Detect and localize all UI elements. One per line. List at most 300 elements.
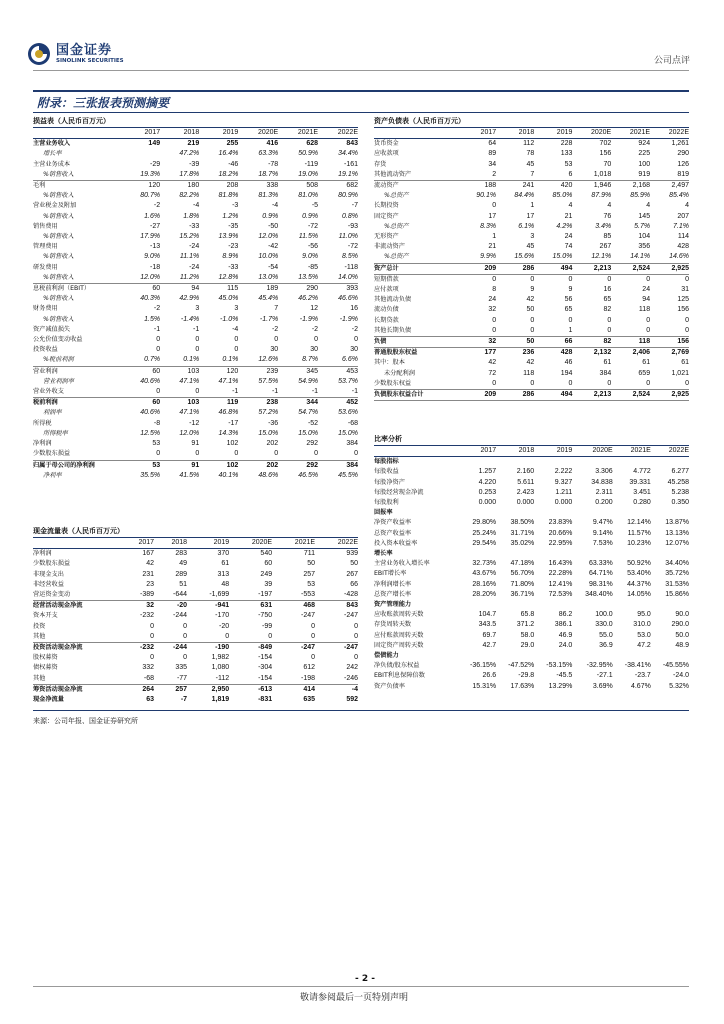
value-cell: 56 <box>564 296 573 304</box>
value-cell: 10.0% <box>258 253 279 261</box>
value-cell: -5 <box>311 202 319 210</box>
value-cell: 659 <box>638 369 651 377</box>
value-cell: 53.6% <box>338 409 358 417</box>
value-cell: 0 <box>607 316 612 324</box>
year-header-cell: 2021E <box>278 128 318 139</box>
value-cell: -20 <box>219 622 230 630</box>
value-cell: 80.9% <box>338 192 358 200</box>
value-cell: 0.000 <box>516 499 535 507</box>
value-cell: 47.18% <box>510 560 535 568</box>
row-label: 毛利 <box>33 182 46 190</box>
value-cell: 0 <box>492 316 497 324</box>
table-row <box>374 671 689 681</box>
value-cell: 0.200 <box>595 499 613 507</box>
value-cell: 0 <box>156 346 161 354</box>
value-cell: 40.6% <box>140 409 161 417</box>
table-row <box>33 439 358 449</box>
year-header-cell: 2019 <box>534 128 572 139</box>
row-label: 销售费用 <box>33 222 58 230</box>
row-label: 息税前利润（EBIT） <box>33 285 91 293</box>
value-cell: 0.7% <box>121 355 160 366</box>
value-cell: -33 <box>228 263 239 271</box>
value-cell: -1.0% <box>220 315 239 323</box>
value-cell: 82 <box>603 306 612 314</box>
table-row <box>33 590 358 601</box>
value-cell: 64.71% <box>588 570 613 578</box>
row-label: EBIT增长率 <box>374 570 407 578</box>
value-cell: 12.6% <box>238 355 278 366</box>
ratio-analysis-panel <box>374 434 689 692</box>
table-row <box>33 643 358 654</box>
value-cell: -78 <box>268 160 279 168</box>
value-cell: 115 <box>227 285 239 293</box>
table-row <box>33 304 358 314</box>
row-label: 其他流动负债 <box>374 296 412 304</box>
year-header-cell: 2017 <box>458 446 496 457</box>
value-cell: 55.0 <box>599 631 613 639</box>
value-cell: 9.47% <box>592 519 613 527</box>
header-blank-cell <box>33 128 121 139</box>
value-cell: 12.1% <box>572 252 611 263</box>
row-label: 投资收益 <box>33 346 58 354</box>
value-cell: -2 <box>153 305 161 313</box>
value-cell: 46 <box>564 359 573 367</box>
year-header-cell: 2018 <box>496 446 534 457</box>
value-cell: 45.0% <box>218 295 239 303</box>
value-cell: 85.4% <box>669 192 689 200</box>
value-cell: 1 <box>492 233 497 241</box>
value-cell: 57.2% <box>258 409 279 417</box>
value-cell: 69.7 <box>482 631 497 639</box>
page-header <box>0 0 724 78</box>
value-cell: 283 <box>175 550 188 558</box>
table-row <box>374 559 689 569</box>
value-cell: 180 <box>187 182 200 190</box>
value-cell: -197 <box>229 590 272 601</box>
value-cell: 286 <box>496 263 534 274</box>
value-cell: -45.5 <box>556 672 573 680</box>
value-cell: 345 <box>306 367 319 375</box>
value-cell: 6 <box>534 170 572 181</box>
value-cell: 0 <box>234 346 239 354</box>
table-row <box>33 611 358 621</box>
value-cell: 1,261 <box>671 140 689 148</box>
value-cell: -45.55% <box>662 662 689 670</box>
table-row <box>33 212 358 222</box>
value-cell: -198 <box>272 674 315 685</box>
row-label: 资产减值损失 <box>33 325 71 333</box>
row-label: EBIT利息保障倍数 <box>374 672 425 680</box>
value-cell: 2.160 <box>516 468 535 476</box>
value-cell: 34.4% <box>338 150 358 158</box>
value-cell: -118 <box>344 263 358 271</box>
table-row <box>33 325 358 335</box>
row-label: 非现金支出 <box>33 570 64 578</box>
value-cell: 4.2% <box>556 222 573 230</box>
value-cell: 104 <box>638 233 651 241</box>
value-cell: 9 <box>568 286 573 294</box>
value-cell: 60 <box>264 560 273 568</box>
value-cell: 47.1% <box>218 377 239 385</box>
value-cell: 118 <box>523 369 535 377</box>
value-cell: -36 <box>268 419 279 427</box>
row-label: 其他 <box>33 674 121 685</box>
value-cell: 30 <box>350 346 358 354</box>
row-label: 普通股股东权益 <box>374 349 418 357</box>
value-cell: 631 <box>260 602 273 610</box>
row-label: 非经营收益 <box>33 580 64 588</box>
table-row <box>374 569 689 579</box>
value-cell: 635 <box>303 696 316 704</box>
value-cell: 330.0 <box>595 621 613 629</box>
value-cell: -1.9% <box>339 315 358 323</box>
value-cell: 60 <box>152 285 161 293</box>
table-row <box>33 232 358 242</box>
value-cell: -93 <box>347 222 358 230</box>
value-cell: 289 <box>175 570 188 578</box>
value-cell: 0 <box>568 316 573 324</box>
value-cell: 26.6 <box>482 672 497 680</box>
value-cell: 0 <box>685 275 689 283</box>
value-cell: 53 <box>152 461 161 469</box>
row-label: 主营业务收入 <box>33 140 71 148</box>
value-cell: 4 <box>646 202 651 210</box>
value-cell: 0.000 <box>478 499 497 507</box>
row-label: %销售收入 <box>43 253 74 261</box>
value-cell: 30 <box>270 346 279 354</box>
value-cell: -23.7 <box>634 672 651 680</box>
table-row <box>374 222 689 232</box>
value-cell: 0.1% <box>199 355 238 366</box>
value-cell: -99 <box>261 622 273 630</box>
value-cell: 149 <box>148 140 161 148</box>
cashflow-statement-table <box>33 538 358 705</box>
value-cell: 267 <box>599 243 612 251</box>
value-cell: 14.0% <box>318 273 358 284</box>
income-statement-panel <box>33 116 358 481</box>
section-title-bar <box>33 90 689 113</box>
value-cell: 81.3% <box>258 192 279 200</box>
value-cell: 42 <box>526 296 535 304</box>
table-row <box>374 348 689 359</box>
row-label: 每股净资产 <box>374 478 405 486</box>
value-cell: 53 <box>564 160 573 168</box>
year-header-cell: 2022E <box>650 128 689 139</box>
value-cell: 612 <box>303 664 316 672</box>
value-cell: 9.9% <box>458 252 496 263</box>
value-cell: 32 <box>458 337 496 348</box>
year-header-cell: 2022E <box>315 538 358 549</box>
value-cell: 1,080 <box>211 664 230 672</box>
table-row <box>33 355 358 366</box>
value-cell: 1,021 <box>671 369 689 377</box>
row-label: 投资活动现金净流 <box>33 644 83 652</box>
value-cell: 2,925 <box>650 390 689 401</box>
cashflow-statement-title: 现金流量表（人民币百万元） <box>33 526 358 538</box>
value-cell: 468 <box>303 602 316 610</box>
value-cell: 0 <box>156 336 161 344</box>
value-cell: 249 <box>260 570 273 578</box>
value-cell: 103 <box>187 367 200 375</box>
value-cell: 91 <box>191 440 200 448</box>
table-row <box>33 335 358 345</box>
value-cell: 82 <box>572 337 611 348</box>
table-row <box>33 315 358 325</box>
table-row <box>374 631 689 641</box>
value-cell: 45.4% <box>258 295 279 303</box>
table-row <box>33 181 358 192</box>
value-cell: 36.71% <box>510 590 535 598</box>
value-cell: 53.40% <box>627 570 651 578</box>
value-cell: 15.31% <box>472 682 497 690</box>
value-cell: 2,524 <box>611 263 650 274</box>
row-label: 每股收益 <box>374 468 399 476</box>
value-cell: 23 <box>146 580 155 588</box>
value-cell: 239 <box>266 367 279 375</box>
table-row <box>33 345 358 355</box>
table-row <box>33 460 358 471</box>
value-cell: 1.211 <box>555 488 573 496</box>
table-row <box>374 232 689 242</box>
value-cell: 60 <box>152 399 161 407</box>
value-cell: 4 <box>607 202 612 210</box>
value-cell: -13 <box>149 243 161 251</box>
value-cell: 0 <box>496 379 534 390</box>
row-label: 股权募资 <box>33 654 58 662</box>
value-cell: 4 <box>685 202 689 210</box>
row-label: 现金净流量 <box>33 696 64 704</box>
value-cell: 47.2 <box>637 641 651 649</box>
value-cell: 40.3% <box>140 295 161 303</box>
value-cell: 85.9% <box>630 192 651 200</box>
value-cell: 0 <box>318 449 358 460</box>
ratio-section-row <box>374 457 689 468</box>
value-cell: 54.9% <box>298 377 319 385</box>
row-label: 净利润增长率 <box>374 580 412 588</box>
value-cell: 36.9 <box>599 641 613 649</box>
row-label: 其他 <box>33 632 121 643</box>
value-cell: 74 <box>564 243 573 251</box>
value-cell: 0 <box>154 632 187 643</box>
value-cell: 202 <box>266 461 279 469</box>
row-label: 所得税 <box>33 419 52 427</box>
value-cell: 19.3% <box>121 170 160 181</box>
ratio-section-label: 每股指标 <box>374 458 399 466</box>
table-row <box>374 201 689 211</box>
logo-icon <box>27 42 51 66</box>
value-cell: 81.0% <box>298 192 319 200</box>
value-cell: 16.43% <box>548 560 573 568</box>
table-row <box>374 379 689 390</box>
value-cell: -1 <box>238 387 278 398</box>
year-header-cell: 2019 <box>187 538 229 549</box>
table-row <box>33 377 358 387</box>
ratio-section-row <box>374 651 689 661</box>
value-cell: -27.1 <box>596 672 613 680</box>
value-cell: 21 <box>488 243 497 251</box>
table-row <box>374 478 689 488</box>
row-label: 归属于母公司的净利润 <box>33 461 95 469</box>
value-cell: 61 <box>642 359 651 367</box>
value-cell: 0 <box>646 275 651 283</box>
value-cell: -12 <box>189 419 200 427</box>
value-cell: 2,213 <box>572 263 611 274</box>
row-label: 其他流动资产 <box>374 170 458 181</box>
year-header-cell: 2021E <box>611 128 650 139</box>
value-cell: 5.7% <box>634 222 651 230</box>
value-cell: 0 <box>458 379 496 390</box>
source-note: 来源：公司年报、国金证券研究所 <box>33 717 138 725</box>
value-cell: 35.5% <box>140 471 161 479</box>
row-label: 短期借款 <box>374 275 399 283</box>
value-cell: 0 <box>278 449 318 460</box>
value-cell: 8 <box>492 286 497 294</box>
value-cell: 53 <box>307 580 316 588</box>
value-cell: 42.9% <box>179 295 200 303</box>
value-cell: 414 <box>303 685 316 693</box>
value-cell: -85 <box>307 263 319 271</box>
value-cell: 2,168 <box>632 182 651 190</box>
table-row <box>33 160 358 170</box>
table-row <box>374 358 689 368</box>
value-cell: 4.772 <box>633 468 651 476</box>
value-cell: 0 <box>611 326 650 337</box>
value-cell: 310.0 <box>633 621 651 629</box>
value-cell: 61 <box>603 359 612 367</box>
value-cell: -29.8 <box>518 672 535 680</box>
value-cell: 65.8 <box>520 611 535 619</box>
value-cell: 31.71% <box>510 529 535 537</box>
value-cell: 0.253 <box>478 488 497 496</box>
value-cell: -1.4% <box>180 315 200 323</box>
value-cell: 11.1% <box>179 253 200 261</box>
value-cell: 112 <box>523 140 535 148</box>
value-cell: -47.52% <box>508 662 535 670</box>
value-cell: 94 <box>642 296 651 304</box>
row-label: 研发费用 <box>33 263 58 271</box>
value-cell: 264 <box>142 685 155 693</box>
year-header-cell: 2020E <box>238 128 278 139</box>
value-cell: 0 <box>195 336 200 344</box>
value-cell: -246 <box>315 674 358 685</box>
value-cell: 0 <box>160 449 199 460</box>
value-cell: 50 <box>307 560 316 568</box>
value-cell: -18 <box>149 263 161 271</box>
table-row <box>33 684 358 695</box>
row-label: 负债股东权益合计 <box>374 390 458 401</box>
value-cell: 4.67% <box>630 682 651 690</box>
value-cell: 1.2% <box>222 212 239 220</box>
table-row <box>374 326 689 337</box>
footer-divider <box>33 986 689 987</box>
value-cell: 0 <box>160 387 199 398</box>
value-cell: -941 <box>215 602 230 610</box>
value-cell: 4.220 <box>478 478 497 486</box>
value-cell: -750 <box>258 612 273 620</box>
value-cell: 12.5% <box>140 429 161 437</box>
row-label: 净利润 <box>33 440 52 448</box>
page-number: - 2 - <box>355 974 375 984</box>
value-cell: 2,925 <box>650 263 689 274</box>
value-cell: 8.9% <box>222 253 239 261</box>
row-label: %销售收入 <box>43 315 74 323</box>
value-cell: 0 <box>650 379 689 390</box>
row-label: 净负债/股东权益 <box>374 662 420 670</box>
value-cell: 125 <box>677 296 689 304</box>
value-cell: 0 <box>183 654 188 662</box>
value-cell: 63.3% <box>258 150 279 158</box>
value-cell: 508 <box>306 182 319 190</box>
value-cell: 47.1% <box>179 409 200 417</box>
value-cell: 209 <box>458 263 496 274</box>
value-cell: 21 <box>564 212 573 220</box>
ratio-analysis-title: 比率分析 <box>374 434 689 446</box>
year-header-cell: 2017 <box>121 538 154 549</box>
row-label: 非流动资产 <box>374 243 405 251</box>
value-cell: -1,699 <box>187 590 229 601</box>
value-cell: 0 <box>121 632 154 643</box>
table-row <box>374 518 689 528</box>
value-cell: 114 <box>677 233 689 241</box>
value-cell: 0 <box>234 336 239 344</box>
value-cell: 2.423 <box>516 488 535 496</box>
table-row <box>374 160 689 170</box>
value-cell: 2,497 <box>671 182 689 190</box>
table-header-row <box>374 128 689 139</box>
value-cell: -119 <box>304 160 319 168</box>
value-cell: 1.5% <box>144 315 161 323</box>
value-cell: 50.0 <box>675 631 689 639</box>
value-cell: 6.1% <box>518 222 535 230</box>
logo-text-en: SINOLINK SECURITIES <box>56 57 124 64</box>
row-label: 少数股东损益 <box>33 560 71 568</box>
value-cell: 255 <box>226 140 239 148</box>
value-cell: -50 <box>268 222 279 230</box>
value-cell: 118 <box>611 337 650 348</box>
value-cell: 9.14% <box>592 529 613 537</box>
table-row <box>33 695 358 705</box>
value-cell: 85 <box>603 233 612 241</box>
value-cell: -42 <box>268 243 279 251</box>
value-cell: -1.7% <box>259 315 279 323</box>
table-row <box>374 488 689 498</box>
value-cell: 8.7% <box>278 355 318 366</box>
value-cell: 100 <box>638 160 651 168</box>
value-cell: 34 <box>488 160 497 168</box>
row-label: 存货周转天数 <box>374 621 412 629</box>
value-cell: -247 <box>343 612 358 620</box>
value-cell: 167 <box>142 550 155 558</box>
year-header-cell: 2022E <box>318 128 358 139</box>
table-row <box>374 580 689 590</box>
value-cell: 0 <box>354 654 358 662</box>
value-cell: 90.1% <box>476 192 497 200</box>
value-cell: 12.14% <box>627 519 651 527</box>
value-cell: 32.73% <box>472 560 497 568</box>
value-cell: 29.0 <box>520 641 535 649</box>
value-cell: 428 <box>677 243 689 251</box>
value-cell: 7 <box>274 305 279 313</box>
table-row <box>374 620 689 630</box>
row-label: %总资产 <box>384 222 409 230</box>
table-row <box>374 139 689 150</box>
value-cell: 72 <box>488 369 497 377</box>
row-label: 资产总计 <box>374 263 458 274</box>
table-row <box>33 449 358 460</box>
table-row <box>33 387 358 398</box>
value-cell: 15.0% <box>534 252 572 263</box>
value-cell: 0 <box>572 326 611 337</box>
